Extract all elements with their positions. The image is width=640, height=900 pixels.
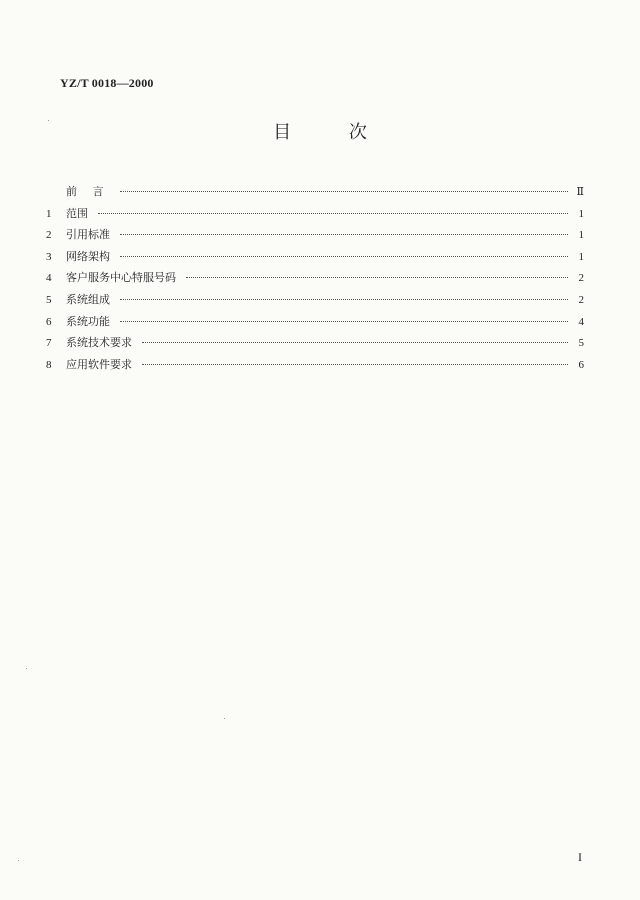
toc-leader-dots: [120, 256, 568, 257]
standard-code: YZ/T 0018—2000: [60, 76, 154, 90]
toc-leader-dots: [142, 342, 568, 343]
toc-entry-page: 1: [578, 250, 584, 263]
toc-title-part2: 次: [348, 122, 367, 143]
toc-leader-dots: [120, 299, 568, 300]
toc-entry-number: 2: [46, 229, 52, 242]
toc-leader-dots: [98, 213, 568, 214]
toc-entry-page: 6: [578, 358, 584, 371]
scan-speck: [224, 718, 225, 719]
toc-entry-number: 5: [46, 293, 52, 306]
toc-entry-label: 客户服务中心特服号码: [66, 271, 176, 285]
toc-entry-label: 系统功能: [66, 314, 110, 328]
toc-entry-page: Ⅱ: [576, 186, 584, 198]
toc-title-part1: 目: [273, 122, 292, 143]
toc-entry-page: 2: [578, 293, 584, 306]
toc-entry-page: 2: [578, 272, 584, 285]
toc-entry-label: 系统技术要求: [66, 336, 132, 350]
toc-leader-dots: [186, 277, 568, 278]
toc-entry-software-requirements[interactable]: [46, 354, 584, 376]
toc-list: [46, 181, 584, 375]
toc-entry-label: 系统组成: [66, 292, 110, 306]
toc-entry-number: 6: [46, 315, 52, 328]
toc-entry-number: 1: [46, 207, 52, 220]
toc-entry-page: 5: [578, 337, 584, 350]
toc-leader-dots: [142, 364, 568, 365]
toc-entry-service-number[interactable]: [46, 267, 584, 289]
toc-entry-number: 7: [46, 337, 52, 350]
toc-entry-technical-requirements[interactable]: [46, 332, 584, 354]
toc-entry-network-architecture[interactable]: [46, 246, 584, 268]
toc-entry-label: 网络架构: [66, 249, 110, 263]
toc-entry-label: 前 言: [66, 185, 110, 198]
toc-entry-page: 1: [578, 229, 584, 242]
toc-entry-label: 应用软件要求: [66, 357, 132, 371]
toc-entry-number: 3: [46, 250, 52, 263]
toc-leader-dots: [120, 191, 569, 192]
scan-speck: [18, 860, 19, 861]
scan-speck: [26, 668, 27, 669]
toc-entry-system-functions[interactable]: [46, 311, 584, 333]
toc-entry-number: 4: [46, 272, 52, 285]
toc-entry-page: 1: [578, 207, 584, 220]
toc-entry-preface[interactable]: [46, 181, 584, 203]
scan-speck: [48, 120, 49, 121]
toc-entry-label: 引用标准: [66, 228, 110, 242]
toc-entry-page: 4: [578, 315, 584, 328]
page-number: I: [578, 850, 582, 864]
toc-leader-dots: [120, 234, 568, 235]
toc-entry-scope[interactable]: [46, 203, 584, 225]
toc-entry-system-composition[interactable]: [46, 289, 584, 311]
toc-entry-label: 范围: [66, 206, 88, 220]
toc-entry-references[interactable]: [46, 224, 584, 246]
toc-title: [0, 118, 640, 144]
toc-leader-dots: [120, 321, 568, 322]
toc-entry-number: 8: [46, 358, 52, 371]
